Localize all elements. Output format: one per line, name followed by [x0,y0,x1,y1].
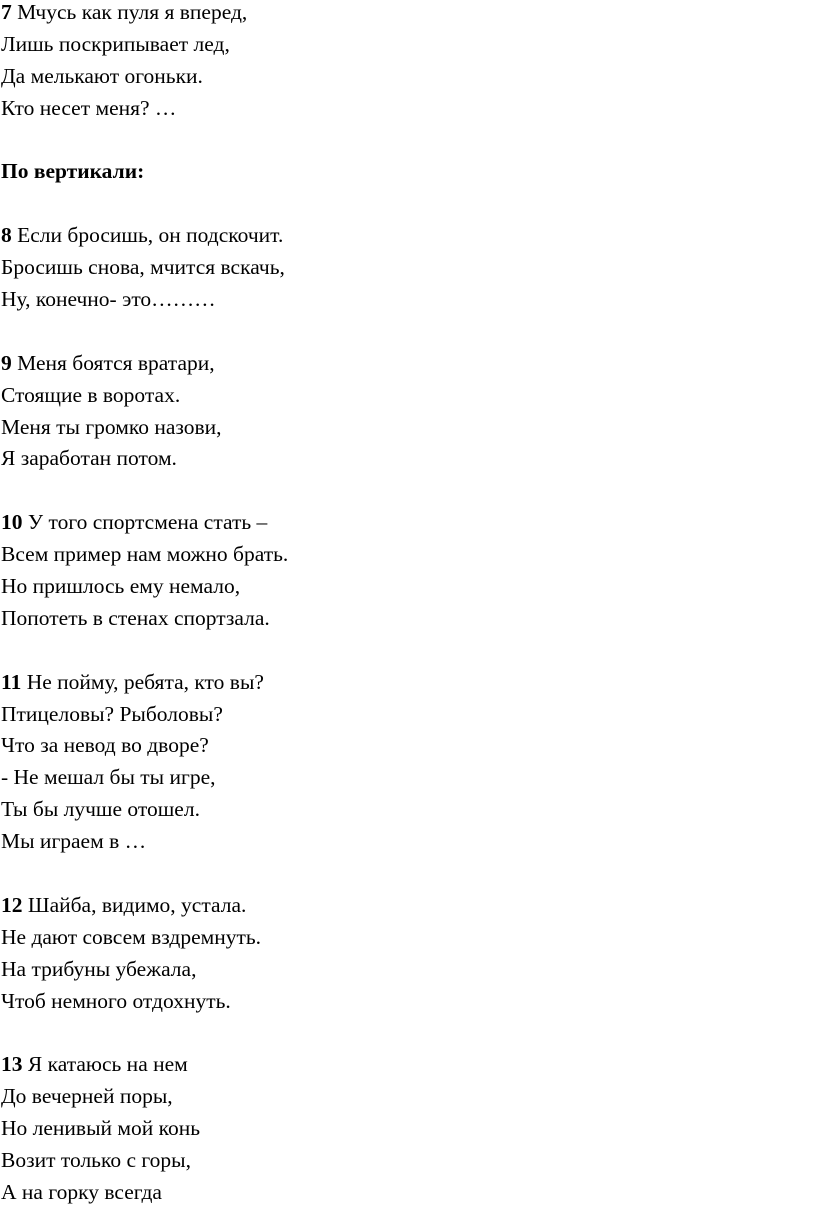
riddle-line: Мы играем в … [1,829,147,854]
riddle-line: Меня ты громко назови, [1,414,222,439]
riddle-number: 7 [1,0,12,24]
riddle-line: Ну, конечно- это……… [1,287,216,312]
riddle-line: Лишь поскрипывает лед, [1,31,230,56]
riddle-line: Не дают совсем вздремнуть. [1,924,262,949]
riddle-line: Птицеловы? Рыболовы? [1,701,223,726]
riddle-12 [1,890,816,1018]
riddle-number: 8 [1,223,12,248]
riddle-line [1,220,816,252]
riddle-text: У того спортсмена стать – [27,510,268,535]
riddle-number: 11 [1,669,22,694]
blank-line [1,858,816,890]
riddle-line: Что за невод во дворе? [1,733,209,758]
riddle-line: Но ленивый мой конь [1,1116,201,1141]
riddle-text: Не пойму, ребята, кто вы? [26,669,264,694]
riddle-line: Кто несет меня? … [1,95,177,120]
riddle-line: На трибуны убежала, [1,956,197,981]
riddle-line: Я заработан потом. [1,446,177,471]
riddle-line: Попотеть в стенах спортзала. [1,605,270,630]
riddle-line: Но пришлось ему немало, [1,574,241,599]
riddle-10 [1,507,816,635]
riddle-line: Всем пример нам можно брать. [1,542,289,567]
riddle-line: До вечерней поры, [1,1084,173,1109]
riddle-text: Я катаюсь на нем [27,1052,188,1077]
riddle-text: Шайба, видимо, устала. [27,892,247,917]
riddle-line: А на горку всегда [1,1179,162,1204]
riddle-line: Чтоб немного отдохнуть. [1,988,231,1013]
riddle-text: Меня боятся вратари, [17,350,215,375]
riddle-number: 9 [1,350,12,375]
riddle-8 [1,220,816,316]
riddle-number: 13 [1,1052,23,1077]
riddle-line: Бросишь снова, мчится вскачь, [1,255,285,280]
riddle-line: Стоящие в воротах. [1,382,181,407]
riddle-number: 10 [1,510,23,535]
riddle-line [1,0,816,29]
riddle-line: Возит только с горы, [1,1148,191,1173]
riddle-text: Мчусь как пуля я вперед, [17,0,248,24]
riddle-line: Да мелькают огоньки. [1,63,203,88]
riddle-11 [1,667,816,858]
blank-line [1,1018,816,1050]
blank-line [1,125,816,157]
riddle-7 [1,0,816,125]
riddle-9 [1,348,816,476]
blank-line [1,475,816,507]
riddle-text: Если бросишь, он подскочит. [17,223,284,248]
riddle-line [1,890,816,922]
blank-line [1,635,816,667]
blank-line [1,316,816,348]
riddle-number: 12 [1,892,23,917]
riddle-line [1,1049,816,1081]
riddle-13 [1,1049,816,1208]
riddle-line [1,667,816,699]
riddle-line: - Не мешал бы ты игре, [1,765,216,790]
riddle-line [1,348,816,380]
section-heading: По вертикали: [1,159,145,184]
riddle-line [1,507,816,539]
riddle-line: Ты бы лучше отошел. [1,797,200,822]
blank-line [1,188,816,220]
